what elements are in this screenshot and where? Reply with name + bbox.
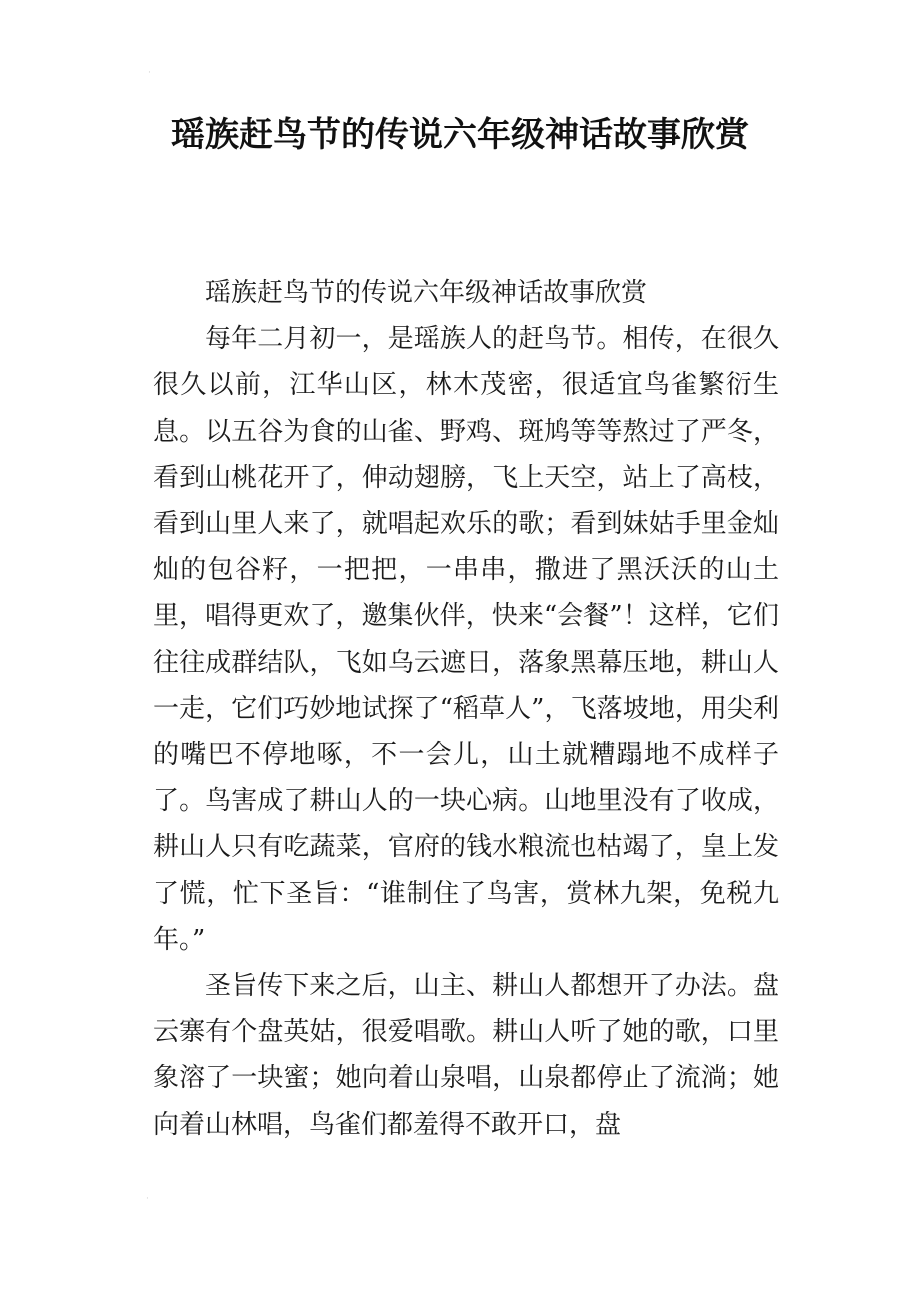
body-paragraph: 每年二月初一，是瑶族人的赶鸟节。相传，在很久很久以前，江华山区，林木茂密，很适宜鸟雀繁衍生息。以五谷为食的山雀、野鸡、斑鸠等等熬过了严冬，看到山桃花开了，伸动翅膀，飞上天空，站上了高枝，看到山里人来了，就唱起欢乐的歌；看到妹姑手里金灿灿的包谷籽，一把把，一串串，撒进了黑沃沃的山土里，唱得更欢了，邀集伙伴，快来“会餐”！这样，它们往往成群结队，飞如乌云遮日，落象黑幕压地，耕山人一走，它们巧妙地试探了“稻草人”，飞落坡地，用尖利的嘴巴不停地啄，不一会儿，山土就糟蹋地不成样子了。鸟害成了耕山人的一块心病。山地里没有了收成，耕山人只有吃蔬菜，官府的钱水粮流也枯竭了，皇上发了慌，忙下圣旨：“谁制住了鸟害，赏林九架，免税九年。” <box>153 324 779 955</box>
subtitle-paragraph: 瑶族赶鸟节的传说六年级神话故事欣赏 <box>205 278 648 308</box>
body-paragraph: 圣旨传下来之后，山主、耕山人都想开了办法。盘云寨有个盘英姑，很爱唱歌。耕山人听了她的歌，口里象溶了一块蜜；她向着山泉唱，山泉都停止了流淌；她向着山林唱，鸟雀们都羞得不敢开口，盘 <box>153 971 779 1140</box>
document-title: 瑶族赶鸟节的传说六年级神话故事欣赏 <box>171 115 749 155</box>
scan-mark-bottom: · <box>146 1194 149 1204</box>
scan-mark-top: · <box>148 68 151 78</box>
document-body <box>153 270 779 1148</box>
